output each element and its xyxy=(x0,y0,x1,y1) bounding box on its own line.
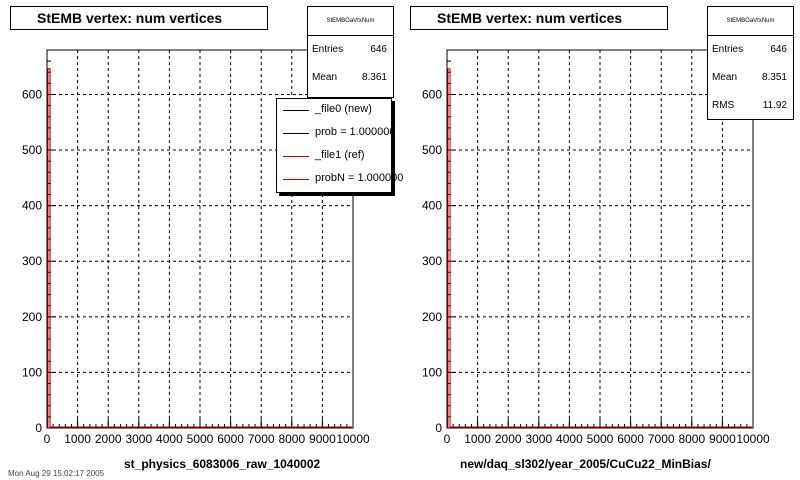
x-tick-label: 4000 xyxy=(156,432,183,446)
legend-swatch xyxy=(283,133,309,134)
left-stats-mean-row xyxy=(308,64,393,92)
legend-label: probN = 1.000000 xyxy=(315,172,404,184)
x-tick-label: 9000 xyxy=(709,432,736,446)
legend-item xyxy=(277,145,391,168)
legend-swatch xyxy=(283,179,309,180)
y-tick-label: 100 xyxy=(421,365,442,380)
x-tick-label: 0 xyxy=(443,432,451,446)
x-tick-label: 6000 xyxy=(617,432,644,446)
right-stats-name: StEMBGaVtxNum xyxy=(708,7,793,36)
right-stats-entries-label: Entries xyxy=(712,44,744,55)
legend-label: _file1 (ref) xyxy=(315,149,365,161)
left-stats-entries-row xyxy=(308,36,393,64)
right-stats-mean-value: 8.351 xyxy=(761,72,787,83)
y-tick-label: 100 xyxy=(21,365,42,380)
y-tick-label: 300 xyxy=(21,254,42,269)
right-stats-mean-label: Mean xyxy=(712,72,738,83)
legend-swatch xyxy=(283,110,309,111)
x-tick-label: 3000 xyxy=(125,432,153,446)
legend-label: prob = 1.000000 xyxy=(315,126,396,138)
x-tick-label: 2000 xyxy=(94,432,122,446)
left-stats-mean-value: 8.361 xyxy=(361,72,387,83)
left-chart-title: StEMB vertex: num vertices xyxy=(10,6,268,30)
legend-swatch xyxy=(283,156,309,157)
y-tick-label: 300 xyxy=(421,254,442,269)
y-tick-label: 400 xyxy=(21,198,42,213)
left-stats-mean-label: Mean xyxy=(312,72,338,83)
x-tick-label: 8000 xyxy=(278,432,306,446)
x-tick-label: 5000 xyxy=(586,432,614,446)
x-tick-label: 3000 xyxy=(525,432,553,446)
legend-item xyxy=(277,122,396,145)
x-tick-label: 4000 xyxy=(556,432,583,446)
right-stats-rms-value: 11.92 xyxy=(762,100,787,111)
right-stats-entries-value: 646 xyxy=(770,44,787,55)
x-tick-label: 6000 xyxy=(217,432,244,446)
right-x-axis-label: new/daq_sl302/year_2005/CuCu22_MinBias/ xyxy=(460,457,711,471)
x-tick-label: 1000 xyxy=(64,432,91,446)
legend-item xyxy=(277,99,391,122)
left-stats-name: StEMBGaVtxNum xyxy=(308,7,393,36)
left-stats-entries-label: Entries xyxy=(312,44,344,55)
y-tick-label: 200 xyxy=(421,309,442,324)
left-legend xyxy=(276,98,404,193)
y-tick-label: 500 xyxy=(421,143,442,158)
x-tick-label: 7000 xyxy=(247,432,275,446)
x-tick-label: 5000 xyxy=(186,432,214,446)
x-tick-label: 8000 xyxy=(678,432,706,446)
x-tick-label: 1000 xyxy=(464,432,491,446)
y-tick-label: 600 xyxy=(421,87,442,102)
x-tick-label: 0 xyxy=(43,432,51,446)
right-stats-box xyxy=(707,6,794,120)
footer-timestamp: Mon Aug 29 15:02:17 2005 xyxy=(8,469,105,478)
x-tick-label: 2000 xyxy=(494,432,522,446)
y-tick-label: 0 xyxy=(435,421,442,435)
right-stats-rms-label: RMS xyxy=(712,100,735,111)
y-tick-label: 200 xyxy=(21,309,42,324)
right-stats-rms-row xyxy=(708,92,793,120)
y-tick-label: 500 xyxy=(21,143,42,158)
left-stats-entries-value: 646 xyxy=(370,44,387,55)
left-x-axis-label: st_physics_6083006_raw_1040002 xyxy=(124,457,321,471)
left-stats-box xyxy=(307,6,394,98)
x-tick-label: 10000 xyxy=(736,432,770,446)
right-chart-title: StEMB vertex: num vertices xyxy=(410,6,668,30)
right-stats-mean-row xyxy=(708,64,793,92)
y-tick-label: 400 xyxy=(421,198,442,213)
y-tick-label: 600 xyxy=(21,87,42,102)
right-stats-entries-row xyxy=(708,36,793,64)
legend-label: _file0 (new) xyxy=(315,103,372,115)
y-tick-label: 0 xyxy=(35,421,42,435)
legend-item xyxy=(277,168,404,191)
x-tick-label: 10000 xyxy=(336,432,370,446)
x-tick-label: 9000 xyxy=(309,432,336,446)
x-tick-label: 7000 xyxy=(647,432,675,446)
